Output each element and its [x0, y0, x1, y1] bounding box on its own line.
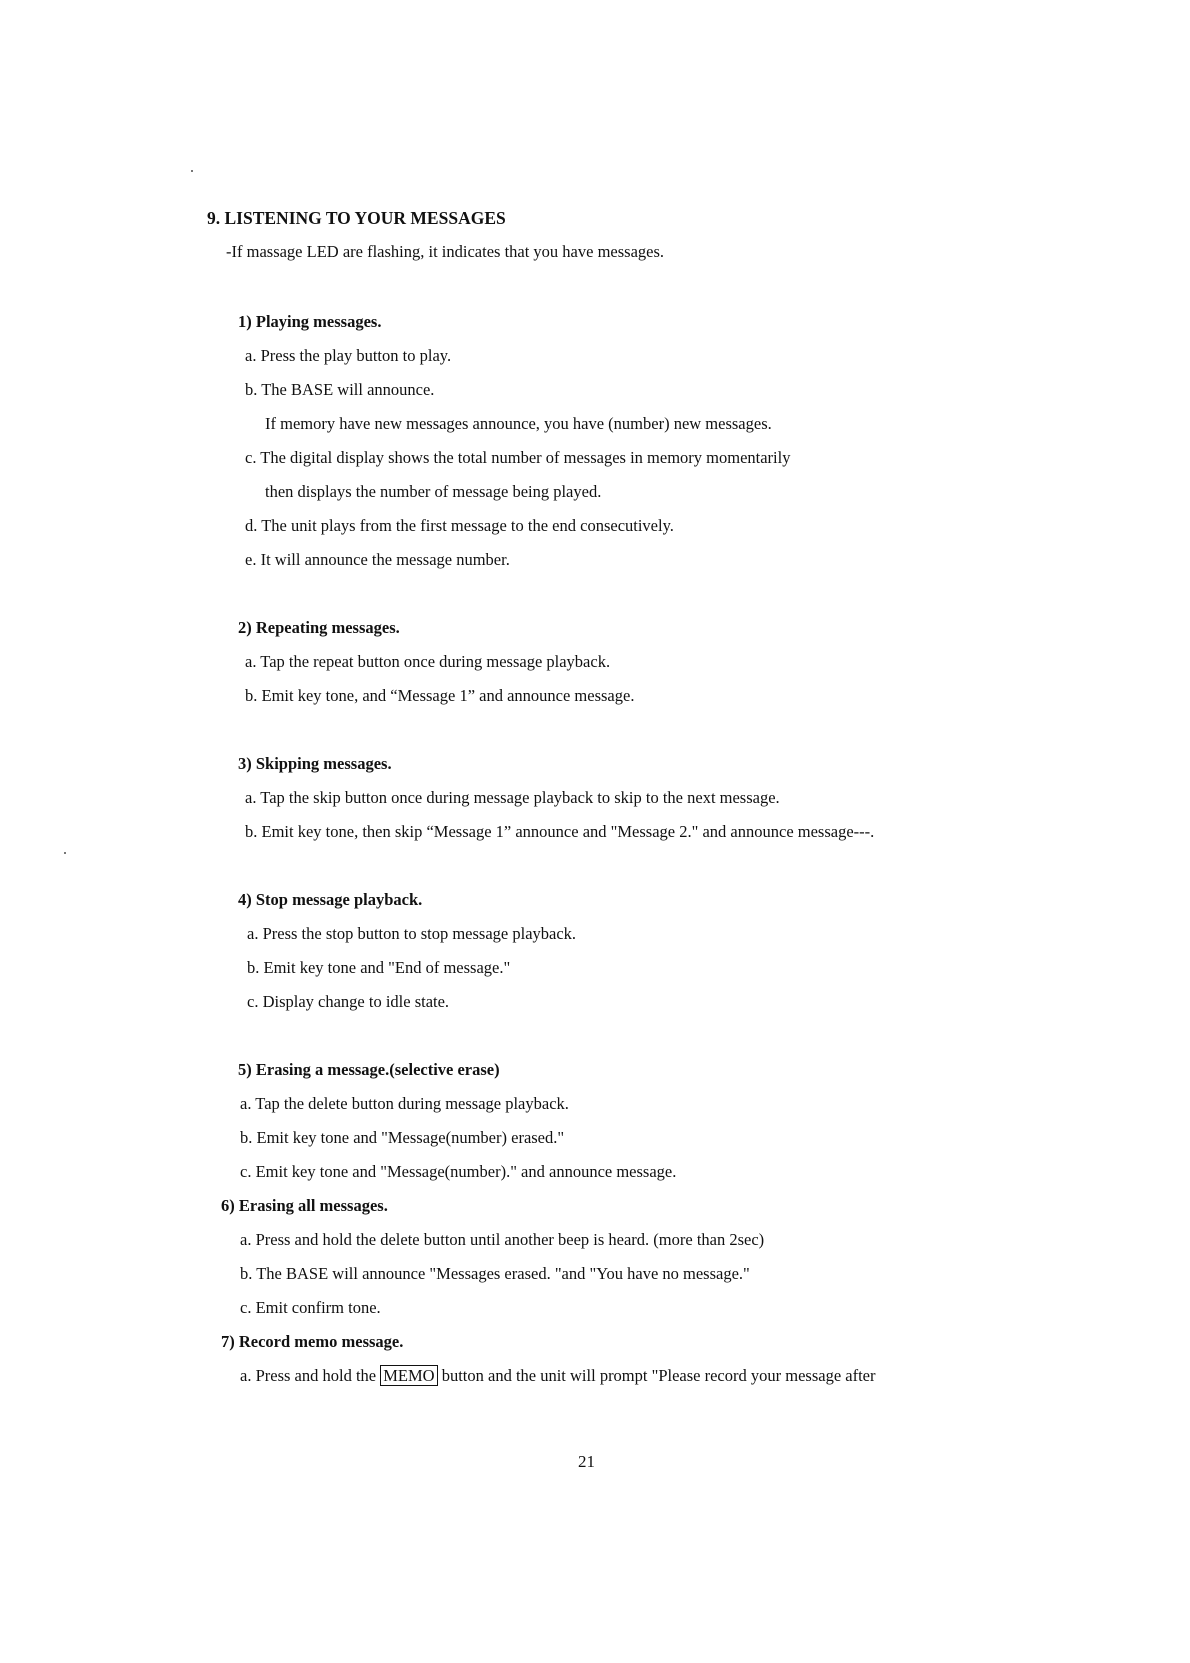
memo-button-label: MEMO: [380, 1365, 437, 1386]
erase-one-heading: 5) Erasing a message.(selective erase): [238, 1060, 500, 1079]
memo-step-a: [240, 1366, 876, 1386]
repeating-step-b: b. Emit key tone, and “Message 1” and announce message.: [245, 686, 635, 705]
erase-all-step-a: a. Press and hold the delete button until another beep is heard. (more than 2sec): [240, 1230, 765, 1249]
erase-one-step-c: c. Emit key tone and "Message(number)." and announce message.: [240, 1162, 677, 1181]
playing-step-c-cont: then displays the number of message being played.: [265, 482, 602, 501]
playing-step-d: d. The unit plays from the first message to the end consecutively.: [245, 516, 674, 535]
scan-speck: [64, 852, 66, 854]
playing-heading: 1) Playing messages.: [238, 312, 382, 331]
memo-heading: 7) Record memo message.: [221, 1332, 404, 1351]
memo-step-a-prefix: a. Press and hold the: [240, 1366, 381, 1385]
erase-one-step-b: b. Emit key tone and "Message(number) erased.": [240, 1128, 565, 1147]
skipping-step-a: a. Tap the skip button once during message playback to skip to the next message.: [245, 788, 780, 807]
stop-step-a: a. Press the stop button to stop message playback.: [247, 924, 577, 943]
section-intro: -If massage LED are flashing, it indicates that you have messages.: [226, 242, 665, 261]
erase-all-step-b: b. The BASE will announce "Messages erased. "and "You have no message.": [240, 1264, 750, 1283]
erase-all-heading: 6) Erasing all messages.: [221, 1196, 388, 1215]
repeating-step-a: a. Tap the repeat button once during message playback.: [245, 652, 611, 671]
playing-step-b-cont: If memory have new messages announce, you have (number) new messages.: [265, 414, 772, 433]
erase-all-step-c: c. Emit confirm tone.: [240, 1298, 381, 1317]
section-title: 9. LISTENING TO YOUR MESSAGES: [207, 208, 506, 228]
erase-one-step-a: a. Tap the delete button during message playback.: [240, 1094, 569, 1113]
playing-step-e: e. It will announce the message number.: [245, 550, 510, 569]
stop-step-c: c. Display change to idle state.: [247, 992, 450, 1011]
playing-step-a: a. Press the play button to play.: [245, 346, 452, 365]
memo-step-a-suffix: button and the unit will prompt "Please record your message after: [437, 1366, 876, 1385]
scan-speck: [191, 170, 193, 172]
stop-heading: 4) Stop message playback.: [238, 890, 423, 909]
skipping-step-b: b. Emit key tone, then skip “Message 1” announce and "Message 2." and announce message---.: [245, 822, 875, 841]
stop-step-b: b. Emit key tone and "End of message.": [247, 958, 511, 977]
skipping-heading: 3) Skipping messages.: [238, 754, 392, 773]
playing-step-c: c. The digital display shows the total number of messages in memory momentarily: [245, 448, 791, 467]
repeating-heading: 2) Repeating messages.: [238, 618, 400, 637]
playing-step-b: b. The BASE will announce.: [245, 380, 435, 399]
page-number: 21: [578, 1452, 595, 1471]
